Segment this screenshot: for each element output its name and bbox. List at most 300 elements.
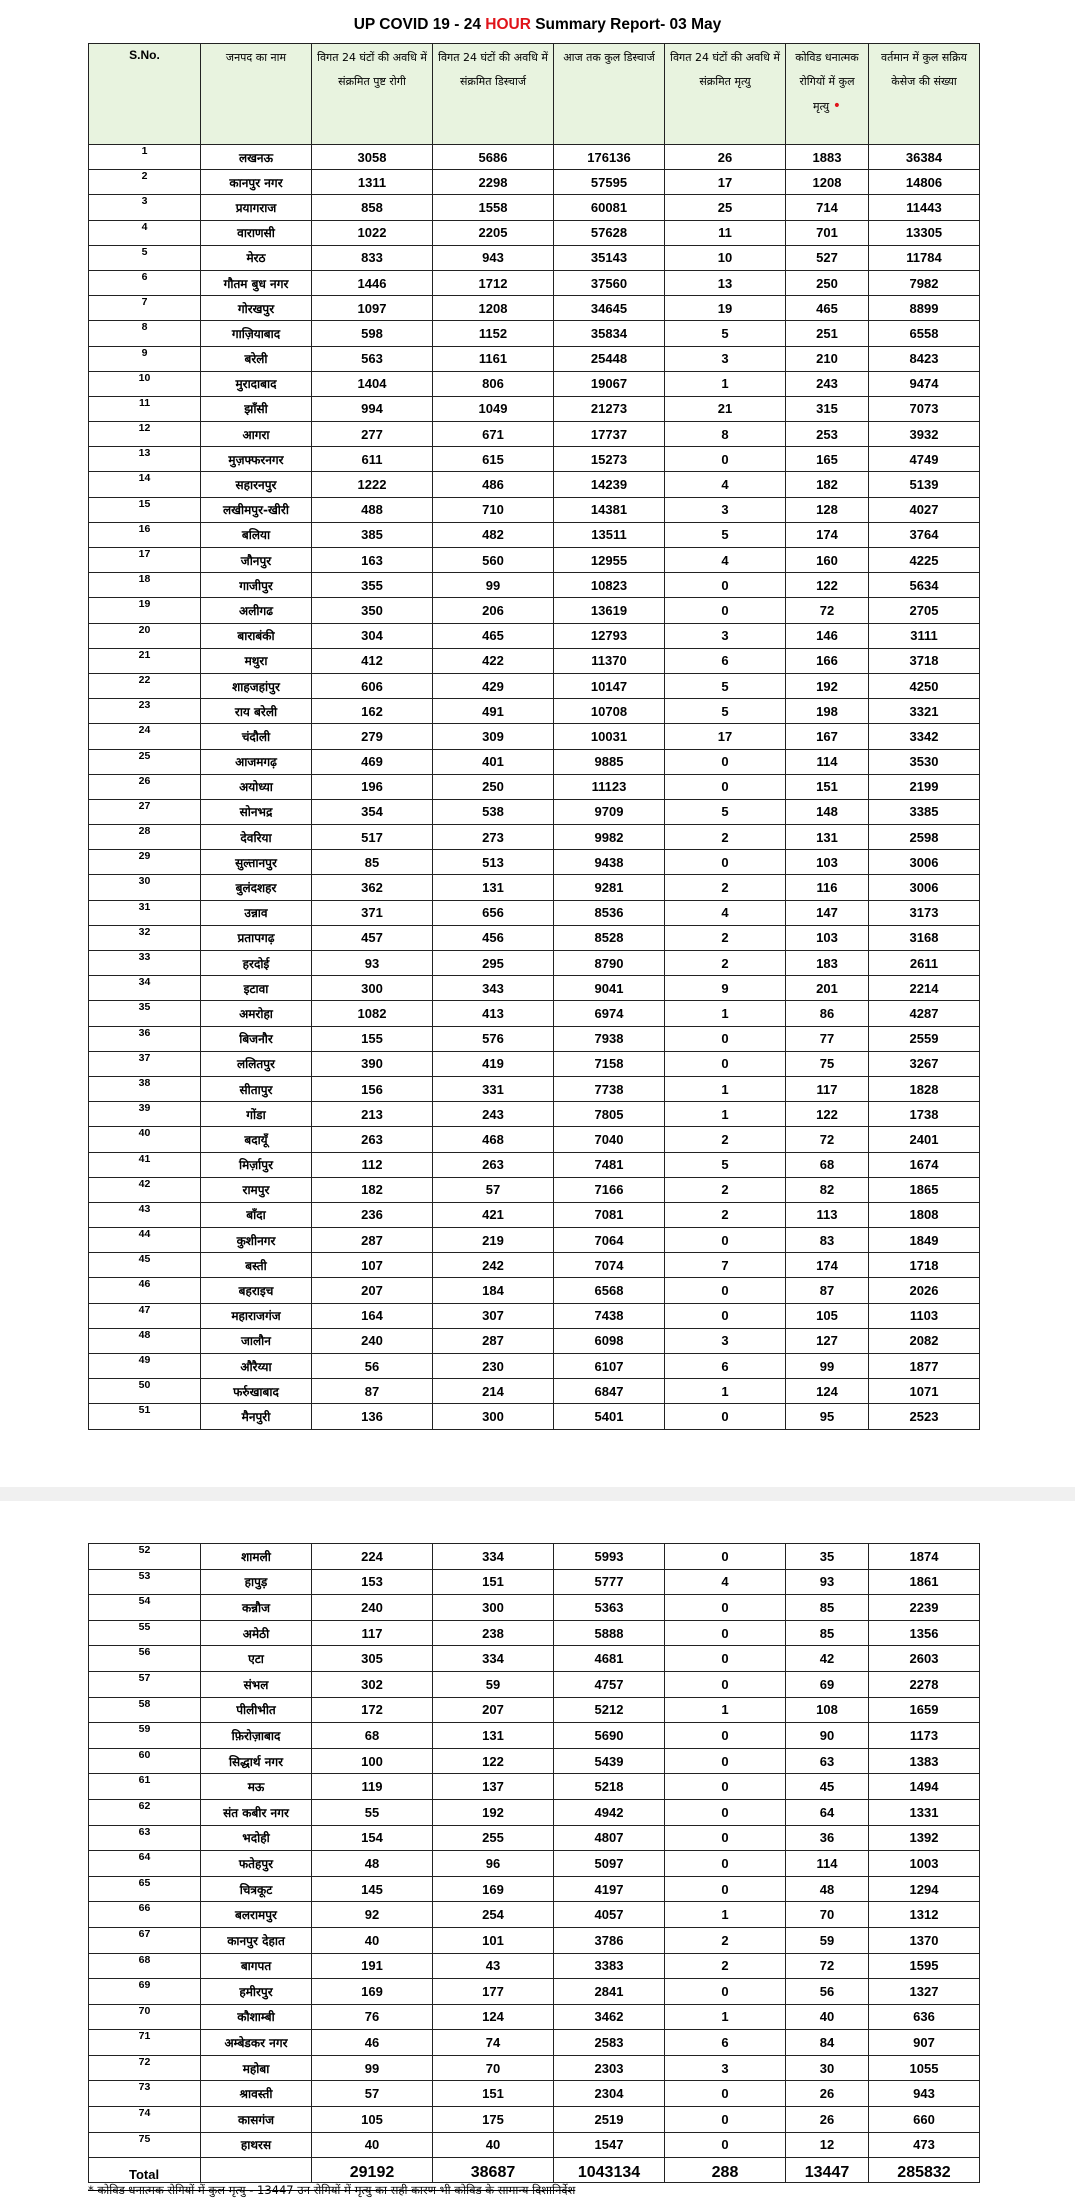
cell-value: 2705 [869, 598, 980, 623]
cell-district: बस्ती [201, 1253, 312, 1278]
cell-sno: 3 [89, 195, 201, 220]
cell-district: फतेहपुर [201, 1851, 312, 1877]
cell-district: देवरिया [201, 825, 312, 850]
cell-value: 163 [312, 548, 433, 573]
cell-value: 162 [312, 699, 433, 724]
cell-district: झाँसी [201, 396, 312, 421]
cell-value: 473 [869, 2132, 980, 2158]
cell-value: 3932 [869, 422, 980, 447]
cell-value: 2523 [869, 1404, 980, 1429]
col-header-total-discharged: आज तक कुल डिस्चार्ज [554, 44, 665, 145]
cell-value: 7081 [554, 1202, 665, 1227]
cell-value: 2199 [869, 774, 980, 799]
cell-value: 0 [665, 1723, 786, 1749]
cell-value: 1877 [869, 1354, 980, 1379]
cell-sno: 49 [89, 1354, 201, 1379]
cell-value: 5097 [554, 1851, 665, 1877]
cell-value: 456 [433, 925, 554, 950]
cell-sno: 59 [89, 1723, 201, 1749]
cell-value: 7438 [554, 1303, 665, 1328]
cell-value: 206 [433, 598, 554, 623]
cell-sno: 17 [89, 548, 201, 573]
cell-sno: 73 [89, 2081, 201, 2107]
table-row [89, 2132, 980, 2158]
cell-district: अयोध्या [201, 774, 312, 799]
cell-sno: 62 [89, 1799, 201, 1825]
cell-value: 60081 [554, 195, 665, 220]
cell-value: 3530 [869, 749, 980, 774]
cell-value: 172 [312, 1697, 433, 1723]
table-row [89, 1001, 980, 1026]
cell-value: 30 [786, 2055, 869, 2081]
cell-district: रामपुर [201, 1177, 312, 1202]
table-row [89, 1927, 980, 1953]
cell-value: 156 [312, 1076, 433, 1101]
cell-value: 36384 [869, 145, 980, 170]
cell-value: 0 [665, 1646, 786, 1672]
cell-value: 279 [312, 724, 433, 749]
cell-value: 527 [786, 245, 869, 270]
col-header-discharged-24h: विगत 24 घंटों की अवधि में संक्रमित डिस्चार्ज [433, 44, 554, 145]
cell-value: 331 [433, 1076, 554, 1101]
col-header-district: जनपद का नाम [201, 44, 312, 145]
cell-sno: 33 [89, 951, 201, 976]
cell-district: मऊ [201, 1774, 312, 1800]
table-row [89, 170, 980, 195]
cell-value: 75 [786, 1051, 869, 1076]
cell-value: 2 [665, 825, 786, 850]
cell-value: 3321 [869, 699, 980, 724]
cell-value: 93 [786, 1569, 869, 1595]
cell-value: 0 [665, 1979, 786, 2005]
cell-value: 11 [665, 220, 786, 245]
cell-value: 401 [433, 749, 554, 774]
cell-sno: 1 [89, 145, 201, 170]
cell-value: 3 [665, 346, 786, 371]
cell-value: 40 [312, 1927, 433, 1953]
cell-value: 12793 [554, 623, 665, 648]
cell-value: 36 [786, 1825, 869, 1851]
cell-value: 606 [312, 673, 433, 698]
cell-value: 4 [665, 472, 786, 497]
cell-value: 309 [433, 724, 554, 749]
cell-sno: 75 [89, 2132, 201, 2158]
cell-district: कासगंज [201, 2107, 312, 2133]
cell-value: 40 [312, 2132, 433, 2158]
cell-value: 5401 [554, 1404, 665, 1429]
cell-value: 302 [312, 1671, 433, 1697]
table-row [89, 1723, 980, 1749]
cell-value: 108 [786, 1697, 869, 1723]
cell-value: 84 [786, 2030, 869, 2056]
cell-value: 113 [786, 1202, 869, 1227]
cell-value: 26 [786, 2107, 869, 2133]
cell-value: 1312 [869, 1902, 980, 1928]
cell-value: 17737 [554, 422, 665, 447]
cell-value: 250 [786, 270, 869, 295]
cell-value: 1674 [869, 1152, 980, 1177]
table-row [89, 1953, 980, 1979]
cell-sno: 46 [89, 1278, 201, 1303]
table-row [89, 396, 980, 421]
cell-value: 13511 [554, 522, 665, 547]
cell-value: 167 [786, 724, 869, 749]
cell-value: 7064 [554, 1228, 665, 1253]
cell-value: 3 [665, 2055, 786, 2081]
cell-value: 1 [665, 1379, 786, 1404]
cell-value: 5139 [869, 472, 980, 497]
cell-value: 0 [665, 774, 786, 799]
cell-value: 9438 [554, 850, 665, 875]
cell-district: संभल [201, 1671, 312, 1697]
cell-value: 70 [433, 2055, 554, 2081]
cell-value: 10147 [554, 673, 665, 698]
cell-value: 355 [312, 573, 433, 598]
cell-value: 6 [665, 1354, 786, 1379]
cell-value: 491 [433, 699, 554, 724]
cell-value: 90 [786, 1723, 869, 1749]
cell-sno: 52 [89, 1544, 201, 1570]
cell-sno: 29 [89, 850, 201, 875]
table-row [89, 976, 980, 1001]
cell-sno: 40 [89, 1127, 201, 1152]
cell-value: 334 [433, 1544, 554, 1570]
cell-value: 85 [786, 1595, 869, 1621]
cell-value: 169 [433, 1876, 554, 1902]
cell-district: गाजीपुर [201, 573, 312, 598]
table-row [89, 573, 980, 598]
table-row [89, 245, 980, 270]
cell-value: 3006 [869, 850, 980, 875]
cell-value: 9041 [554, 976, 665, 1001]
cell-value: 465 [786, 296, 869, 321]
cell-value: 255 [433, 1825, 554, 1851]
cell-value: 4749 [869, 447, 980, 472]
cell-value: 5218 [554, 1774, 665, 1800]
cell-value: 40 [786, 2004, 869, 2030]
cell-value: 6558 [869, 321, 980, 346]
cell-sno: 58 [89, 1697, 201, 1723]
cell-sno: 61 [89, 1774, 201, 1800]
cell-value: 5212 [554, 1697, 665, 1723]
cell-sno: 35 [89, 1001, 201, 1026]
table-row [89, 1671, 980, 1697]
cell-value: 34645 [554, 296, 665, 321]
cell-value: 95 [786, 1404, 869, 1429]
cell-district: बलरामपुर [201, 1902, 312, 1928]
cell-sno: 5 [89, 245, 201, 270]
cell-value: 3168 [869, 925, 980, 950]
cell-value: 7805 [554, 1102, 665, 1127]
cell-value: 3383 [554, 1953, 665, 1979]
cell-value: 169 [312, 1979, 433, 2005]
cell-value: 2401 [869, 1127, 980, 1152]
cell-sno: 39 [89, 1102, 201, 1127]
total-value: 1043134 [554, 2158, 665, 2183]
cell-value: 517 [312, 825, 433, 850]
cell-sno: 65 [89, 1876, 201, 1902]
cell-district: बाँदा [201, 1202, 312, 1227]
cell-value: 117 [312, 1620, 433, 1646]
table-row [89, 1127, 980, 1152]
cell-value: 92 [312, 1902, 433, 1928]
cell-value: 127 [786, 1328, 869, 1353]
cell-value: 4225 [869, 548, 980, 573]
cell-value: 13 [665, 270, 786, 295]
cell-value: 3385 [869, 799, 980, 824]
col-header-total-deaths [786, 44, 869, 145]
report-title [0, 16, 1075, 34]
cell-district: हापुड़ [201, 1569, 312, 1595]
col-header-deaths-24h: विगत 24 घंटों की अवधि में संक्रमित मृत्यु [665, 44, 786, 145]
cell-value: 57595 [554, 170, 665, 195]
cell-value: 87 [786, 1278, 869, 1303]
cell-value: 671 [433, 422, 554, 447]
cell-value: 2559 [869, 1026, 980, 1051]
cell-sno: 51 [89, 1404, 201, 1429]
cell-sno: 60 [89, 1748, 201, 1774]
cell-value: 1 [665, 1902, 786, 1928]
cell-value: 1738 [869, 1102, 980, 1127]
cell-value: 114 [786, 749, 869, 774]
header-marker: • [832, 98, 841, 114]
cell-value: 14239 [554, 472, 665, 497]
cell-value: 7481 [554, 1152, 665, 1177]
cell-value: 10 [665, 245, 786, 270]
cell-value: 1446 [312, 270, 433, 295]
cell-value: 371 [312, 900, 433, 925]
cell-value: 0 [665, 573, 786, 598]
cell-value: 3462 [554, 2004, 665, 2030]
cell-sno: 7 [89, 296, 201, 321]
cell-sno: 48 [89, 1328, 201, 1353]
cell-value: 304 [312, 623, 433, 648]
cell-value: 4057 [554, 1902, 665, 1928]
cell-value: 5 [665, 799, 786, 824]
cell-value: 2 [665, 951, 786, 976]
cell-value: 1659 [869, 1697, 980, 1723]
cell-value: 251 [786, 321, 869, 346]
cell-value: 3342 [869, 724, 980, 749]
cell-value: 486 [433, 472, 554, 497]
cell-district: श्रावस्ती [201, 2081, 312, 2107]
cell-value: 11784 [869, 245, 980, 270]
cell-value: 6 [665, 2030, 786, 2056]
footnote [88, 2183, 979, 2200]
cell-value: 3173 [869, 900, 980, 925]
cell-sno: 28 [89, 825, 201, 850]
cell-value: 192 [786, 673, 869, 698]
table-row [89, 497, 980, 522]
cell-value: 1 [665, 2004, 786, 2030]
cell-value: 1828 [869, 1076, 980, 1101]
cell-value: 17 [665, 170, 786, 195]
cell-value: 46 [312, 2030, 433, 2056]
cell-value: 1547 [554, 2132, 665, 2158]
cell-value: 1865 [869, 1177, 980, 1202]
col-header-total-deaths-label: कोविड धनात्मक रोगियों में कुल मृत्यु [795, 51, 859, 113]
cell-value: 1808 [869, 1202, 980, 1227]
cell-value: 8899 [869, 296, 980, 321]
cell-district: चित्रकूट [201, 1876, 312, 1902]
table-row [89, 673, 980, 698]
cell-value: 1 [665, 1102, 786, 1127]
cell-sno: 54 [89, 1595, 201, 1621]
cell-value: 0 [665, 1620, 786, 1646]
cell-value: 43 [433, 1953, 554, 1979]
cell-value: 2 [665, 875, 786, 900]
cell-sno: 34 [89, 976, 201, 1001]
table-row [89, 145, 980, 170]
table-row [89, 447, 980, 472]
table-header-row [89, 44, 980, 145]
cell-sno: 55 [89, 1620, 201, 1646]
cell-value: 124 [786, 1379, 869, 1404]
cell-value: 701 [786, 220, 869, 245]
table-row [89, 522, 980, 547]
cell-value: 114 [786, 1851, 869, 1877]
table-row [89, 623, 980, 648]
cell-value: 3267 [869, 1051, 980, 1076]
cell-sno: 19 [89, 598, 201, 623]
cell-sno: 20 [89, 623, 201, 648]
cell-value: 5 [665, 1152, 786, 1177]
cell-value: 354 [312, 799, 433, 824]
table-row [89, 1354, 980, 1379]
cell-value: 176136 [554, 145, 665, 170]
table-row [89, 1825, 980, 1851]
cell-value: 207 [433, 1697, 554, 1723]
cell-district: बहराइच [201, 1278, 312, 1303]
cell-value: 87 [312, 1379, 433, 1404]
cell-value: 7738 [554, 1076, 665, 1101]
cell-value: 277 [312, 422, 433, 447]
cell-value: 56 [312, 1354, 433, 1379]
cell-sno: 63 [89, 1825, 201, 1851]
table-row [89, 1544, 980, 1570]
cell-sno: 64 [89, 1851, 201, 1877]
cell-value: 122 [786, 1102, 869, 1127]
total-value: 29192 [312, 2158, 433, 2183]
table-row [89, 2081, 980, 2107]
cell-value: 182 [312, 1177, 433, 1202]
cell-district: औरैय्या [201, 1354, 312, 1379]
table-row [89, 1902, 980, 1928]
cell-value: 14806 [869, 170, 980, 195]
cell-district: अलीगढ [201, 598, 312, 623]
cell-sno: 25 [89, 749, 201, 774]
cell-value: 7073 [869, 396, 980, 421]
cell-value: 153 [312, 1569, 433, 1595]
cell-value: 4681 [554, 1646, 665, 1672]
cell-value: 35834 [554, 321, 665, 346]
cell-value: 1712 [433, 270, 554, 295]
cell-value: 174 [786, 1253, 869, 1278]
table-body-part-2 [89, 1544, 980, 2183]
cell-sno: 13 [89, 447, 201, 472]
summary-table-part-2 [88, 1543, 980, 2183]
cell-value: 0 [665, 1228, 786, 1253]
cell-value: 2841 [554, 1979, 665, 2005]
cell-value: 615 [433, 447, 554, 472]
cell-value: 5777 [554, 1569, 665, 1595]
table-row [89, 1569, 980, 1595]
cell-value: 710 [433, 497, 554, 522]
cell-sno: 21 [89, 648, 201, 673]
table-row [89, 1799, 980, 1825]
cell-value: 429 [433, 673, 554, 698]
cell-district: उन्नाव [201, 900, 312, 925]
cell-value: 5634 [869, 573, 980, 598]
table-row [89, 1620, 980, 1646]
cell-value: 174 [786, 522, 869, 547]
cell-value: 4197 [554, 1876, 665, 1902]
cell-sno: 22 [89, 673, 201, 698]
cell-value: 4 [665, 900, 786, 925]
cell-value: 11370 [554, 648, 665, 673]
cell-value: 3006 [869, 875, 980, 900]
cell-district: मेरठ [201, 245, 312, 270]
table-row [89, 749, 980, 774]
cell-value: 1173 [869, 1723, 980, 1749]
cell-district: सीतापुर [201, 1076, 312, 1101]
cell-value: 1103 [869, 1303, 980, 1328]
cell-value: 413 [433, 1001, 554, 1026]
cell-value: 128 [786, 497, 869, 522]
cell-value: 858 [312, 195, 433, 220]
cell-value: 2 [665, 1927, 786, 1953]
cell-value: 122 [786, 573, 869, 598]
cell-value: 25448 [554, 346, 665, 371]
cell-value: 0 [665, 1278, 786, 1303]
table-row [89, 875, 980, 900]
cell-value: 45 [786, 1774, 869, 1800]
cell-value: 86 [786, 1001, 869, 1026]
cell-value: 3058 [312, 145, 433, 170]
cell-value: 2298 [433, 170, 554, 195]
table-row [89, 2004, 980, 2030]
cell-value: 1022 [312, 220, 433, 245]
cell-district: सिद्धार्थ नगर [201, 1748, 312, 1774]
total-value: 38687 [433, 2158, 554, 2183]
cell-value: 57 [312, 2081, 433, 2107]
cell-value: 0 [665, 1051, 786, 1076]
cell-value: 1097 [312, 296, 433, 321]
cell-sno: 30 [89, 875, 201, 900]
cell-district: गोरखपुर [201, 296, 312, 321]
cell-value: 6974 [554, 1001, 665, 1026]
cell-value: 76 [312, 2004, 433, 2030]
table-row [89, 1328, 980, 1353]
cell-sno: 4 [89, 220, 201, 245]
cell-value: 4 [665, 548, 786, 573]
table-row [89, 1152, 980, 1177]
cell-district: कानपुर देहात [201, 1927, 312, 1953]
cell-value: 1222 [312, 472, 433, 497]
cell-value: 334 [433, 1646, 554, 1672]
cell-value: 4287 [869, 1001, 980, 1026]
cell-sno: 23 [89, 699, 201, 724]
cell-value: 68 [786, 1152, 869, 1177]
cell-district: जालौन [201, 1328, 312, 1353]
cell-value: 5 [665, 699, 786, 724]
cell-value: 2205 [433, 220, 554, 245]
cell-value: 4250 [869, 673, 980, 698]
cell-value: 7074 [554, 1253, 665, 1278]
cell-value: 1161 [433, 346, 554, 371]
cell-value: 10823 [554, 573, 665, 598]
cell-value: 1327 [869, 1979, 980, 2005]
